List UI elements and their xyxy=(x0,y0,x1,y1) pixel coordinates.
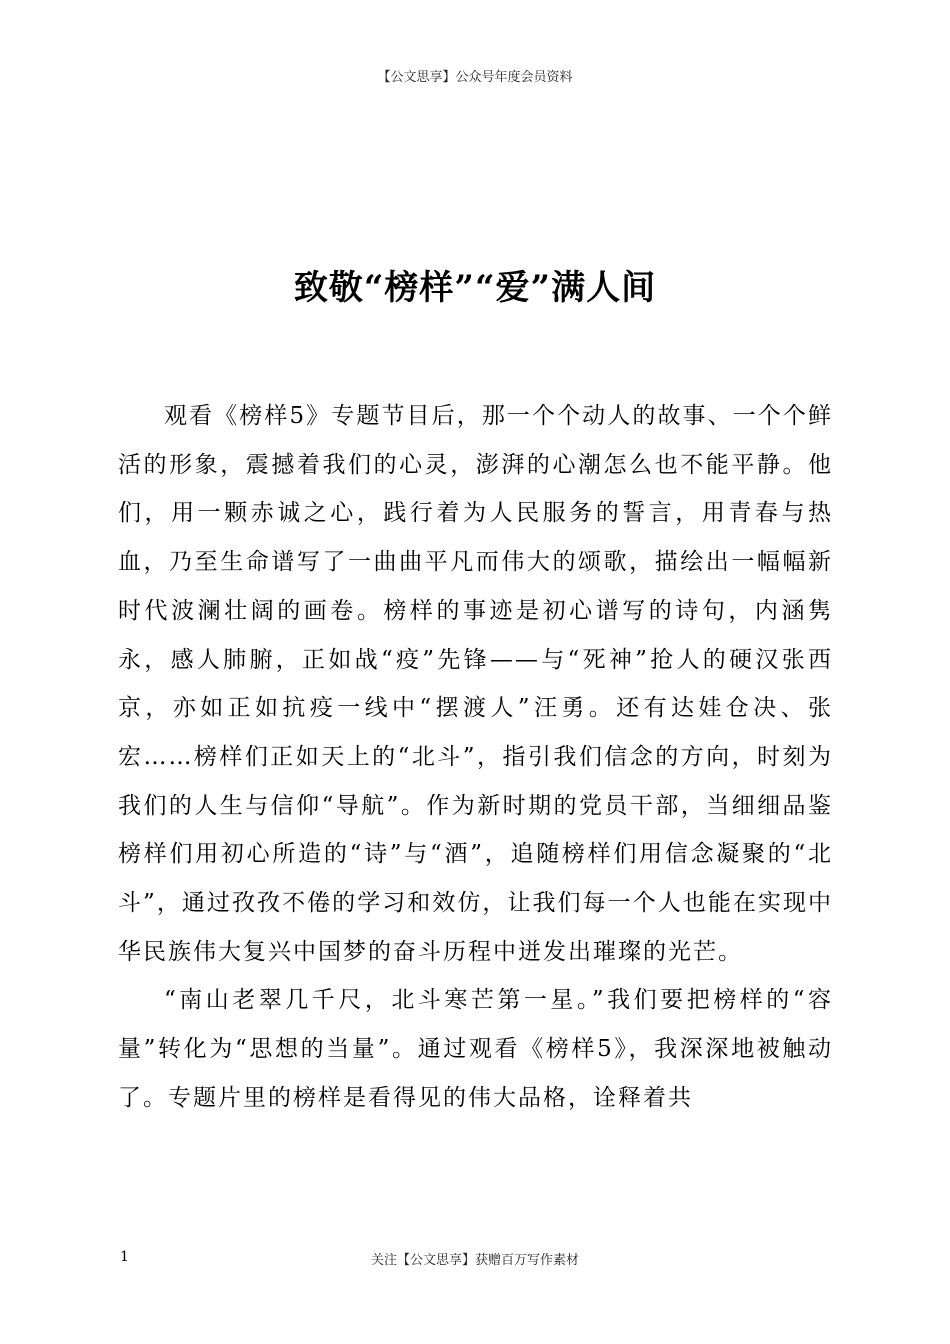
body-paragraph-2: “南山老翠几千尺，北斗寒芒第一星。”我们要把榜样的“容量”转化为“思想的当量”。通过观看《榜样5》，我深深地被触动了。专题片里的榜样是看得见的伟大品格，诠释着共 xyxy=(118,987,833,1111)
document-body xyxy=(118,392,833,1123)
page-number: 1 xyxy=(120,1249,129,1265)
page-footer: 关注【公文思享】获赠百万写作素材 xyxy=(370,1253,579,1268)
document-title: 致敬“榜样”“爱”满人间 xyxy=(293,268,657,308)
page-header: 【公文思享】公众号年度会员资料 xyxy=(377,70,573,85)
body-paragraph-1: 观看《榜样5》专题节目后，那一个个动人的故事、一个个鲜活的形象，震撼着我们的心灵，澎湃的心潮怎么也不能平静。他们，用一颗赤诚之心，践行着为人民服务的誓言，用青春与热血，乃至生命谱写了一曲曲平凡而伟大的颂歌，描绘出一幅幅新时代波澜壮阔的画卷。榜样的事迹是初心谱写的诗句，内涵隽永，感人肺腑，正如战“疫”先锋——与“死神”抢人的硬汉张西京，亦如正如抗疫一线中“摆渡人”汪勇。还有达娃仓决、张宏……榜样们正如天上的“北斗”，指引我们信念的方向，时刻为我们的人生与信仰“导航”。作为新时期的党员干部，当细细品鉴榜样们用初心所造的“诗”与“酒”，追随榜样们用信念凝聚的“北斗”，通过孜孜不倦的学习和效仿，让我们每一个人也能在实现中华民族伟大复兴中国梦的奋斗历程中迸发出璀璨的光芒。 xyxy=(118,403,833,965)
